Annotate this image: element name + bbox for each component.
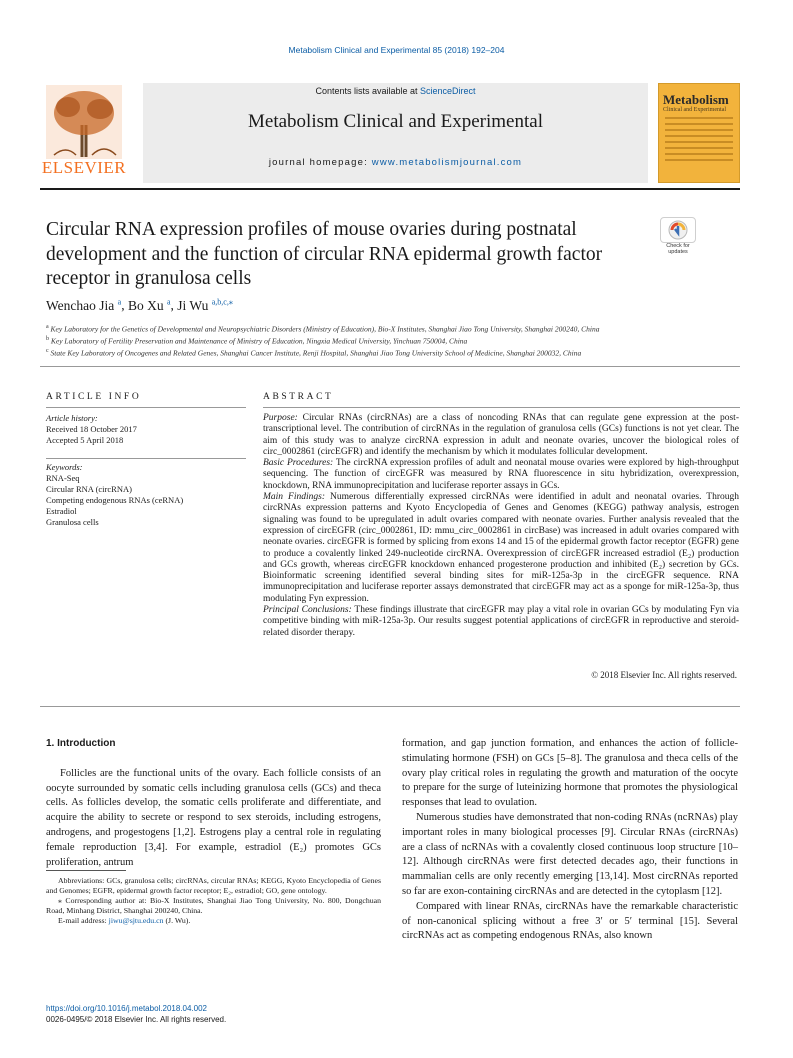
info-rule — [46, 458, 246, 459]
info-rule — [46, 407, 246, 408]
footnotes — [46, 876, 381, 926]
abstract-conclusions: Principal Conclusions: These findings illustrate that circEGFR may play a vital role in ovarian GCs by modulating Fyn via competitive binding with miR-125a-3p. Our results suggest potential applications of circEGFR in reproductive and steroid-related disorder therapy. — [263, 605, 739, 638]
cover-title: Metabolism — [663, 92, 729, 107]
abstract-body — [263, 413, 739, 639]
check-updates-label: Check for updates — [666, 243, 690, 255]
abstract-purpose: Purpose: Circular RNAs (circRNAs) are a class of noncoding RNAs that can regulate gene expression at the post-transcriptional level. The contribution of circRNAs in the regulation of granulosa cells (GCs) functions is not yet clear. The aim of this study was to analyze circRNA expression in adult and neonate ovaries, uncover the biological roles of circ_0002861 (circEGFR) and identify the mechanism by which it modulates follicular development. — [263, 413, 739, 457]
article-info-heading: ARTICLE INFO — [46, 392, 142, 402]
corresponding-footnote: ⁎ Corresponding author at: Bio-X Institutes, Shanghai Jiao Tong University, No. 800, Dongchuan Road, Minhang District, Shanghai 200240, China. — [46, 896, 381, 915]
keyword: Competing endogenous RNAs (ceRNA) — [46, 495, 184, 505]
cover-lines — [665, 117, 733, 165]
journal-citation[interactable]: Metabolism Clinical and Experimental 85 (2018) 192–204 — [288, 45, 505, 55]
email-link[interactable]: jiwu@sjtu.edu.cn — [108, 916, 164, 925]
contents-line — [143, 86, 648, 96]
body-rule — [40, 706, 740, 707]
received-date: Received 18 October 2017 — [46, 424, 137, 434]
elsevier-tree-icon — [46, 85, 122, 159]
cover-subtitle: Clinical and Experimental — [663, 107, 726, 113]
keyword: Circular RNA (circRNA) — [46, 484, 132, 494]
header-rule — [40, 188, 740, 190]
homepage-link[interactable]: www.metabolismjournal.com — [371, 157, 523, 168]
masthead-box — [143, 83, 648, 183]
paragraph: Follicles are the functional units of the ovary. Each follicle consists of an oocyte surrounded by somatic cells including granulosa cells (GCs) and theca cells. As follicles develop, the somatic cells proliferate and differentiate, and acquire the ability to secrete or respond to sex steroids, including estrogens, androgens, and progestogens [1,2]. Estrogens play a central role in regulating female reproduction [3,4]. For example, estradiol (E₂) promotes GCs proliferation, antrum — [46, 767, 381, 868]
article-history — [46, 413, 246, 446]
keywords-label: Keywords: — [46, 462, 83, 472]
abstract-rule — [263, 407, 740, 408]
keyword: Granulosa cells — [46, 517, 99, 527]
check-for-updates-button[interactable] — [658, 217, 698, 257]
left-column — [46, 737, 381, 870]
homepage-line — [143, 157, 648, 168]
affiliation: $^a$ Key Laboratory for the Genetics of Developmental and Neuropsychiatric Disorders (Ministry of Education), Bio-X Institutes, Shanghai Jiao Tong University, Shanghai 200240, China — [46, 324, 600, 334]
masthead — [40, 83, 740, 183]
contents-prefix: Contents lists available at — [315, 86, 421, 96]
abbreviations-footnote: Abbreviations: GCs, granulosa cells; circRNAs, circular RNAs; KEGG, Kyoto Encyclopedia of Genes and Genomes; EGFR, epidermal growth factor receptor; E₂, estradiol; GO, gene ontology. — [46, 876, 381, 895]
crossmark-icon — [660, 217, 696, 243]
paragraph: formation, and gap junction formation, and enhances the action of follicle-stimulating hormone (FSH) on GCs [5–8]. The granulosa and theca cells of the ovary play critical roles in regulating the growth and maturation of the oocyte to prepare for the surge of luteinizing hormone that promotes the physiological responses that lead to ovulation. — [402, 738, 738, 809]
keyword: RNA-Seq — [46, 473, 80, 483]
keyword: Estradiol — [46, 506, 77, 516]
elsevier-logo[interactable] — [40, 83, 128, 181]
journal-cover[interactable] — [658, 83, 740, 183]
right-column — [402, 737, 738, 944]
author[interactable]: Wenchao Jia $^a$ — [46, 297, 122, 313]
author[interactable]: Ji Wu $^{a,b,c,⁎}$ — [177, 297, 233, 313]
footnote-rule — [46, 870, 126, 871]
doi-link[interactable]: https://doi.org/10.1016/j.metabol.2018.04.002 — [46, 1004, 208, 1013]
section-rule — [40, 366, 740, 367]
sciencedirect-link[interactable]: ScienceDirect — [420, 86, 476, 96]
affiliation: $^b$ Key Laboratory of Fertility Preservation and Maintenance of Ministry of Education, Ningxia Medical University, Yinchuan 750004, China — [46, 336, 468, 346]
issn-line: 0026-0495/© 2018 Elsevier Inc. All rights reserved. — [46, 1015, 227, 1024]
affiliation: $^c$ State Key Laboratory of Oncogenes and Related Genes, Shanghai Cancer Institute, Renji Hospital, Shanghai Jiao Tong University School of Medicine, Shanghai 200032, China — [46, 348, 582, 358]
author-list: Wenchao Jia $^a$, Bo Xu $^a$, Ji Wu $^{a,b,c,⁎}$ — [46, 297, 233, 313]
elsevier-wordmark: ELSEVIER — [41, 158, 127, 177]
abstract-procedures: Basic Procedures: The circRNA expression profiles of adult and neonatal mouse ovaries were explored by high-throughput sequencing. The function of circEGFR was measured by RNA fluorescence in situ hybridization, overexpression, knockdown, RNA immunoprecipitation and luciferase reporter assays in GCs. — [263, 458, 739, 491]
abstract-copyright: © 2018 Elsevier Inc. All rights reserved. — [591, 670, 737, 680]
homepage-prefix: journal homepage: — [268, 157, 372, 168]
journal-name: Metabolism Clinical and Experimental — [248, 111, 543, 132]
email-footnote: E-mail address: jiwu@sjtu.edu.cn (J. Wu). — [58, 916, 191, 925]
abstract-heading: ABSTRACT — [263, 392, 334, 402]
section-heading: 1. Introduction — [46, 738, 116, 749]
keywords — [46, 462, 246, 528]
author[interactable]: Bo Xu $^a$ — [127, 297, 171, 313]
article-title: Circular RNA expression profiles of mouse ovaries during postnatal development and the function of circular RNA epidermal growth factor receptor in granulosa cells — [46, 219, 603, 289]
history-label: Article history: — [46, 413, 98, 423]
paragraph: Numerous studies have demonstrated that non-coding RNAs (ncRNAs) play important roles in many biological processes [9]. Circular RNAs (circRNAs) are a class of ncRNAs with a covalently closed continuous loop structure [10–12]. Although circRNAs were first detected decades ago, their functions in mammalian cells are only recently emerging [13,14]. Most circRNAs reported so far are exon-containing circRNAs and are detected in the cytoplasm [12]. — [402, 811, 738, 897]
abstract-findings: Main Findings: Numerous differentially expressed circRNAs were identified in adult and neonatal ovaries. Through circRNAs expression patterns and Kyoto Encyclopedia of Genes and Genomes (KEGG) pathway analysis, estrogen signaling was found to be upregulated in adult ovaries compared with neonate ovaries. Further analysis revealed that the expression of circEGFR (circ_0002861, ID: mmu_circ_0002861 in circBase) was increased in adult ovaries compared with neonate ovaries. circEGFR is formed by splicing from exons 14 and 15 of the epidermal growth factor receptor (EGFR) gene to produce a covalently linked 249-nucleotide circRNA. Overexpression of circEGFR increased estradiol (E₂) production and GCs growth, whereas circEGFR knockdown enhanced progesterone production and inhibited (E₂) secretion by GCs. Bioinformatic screening identified several binding sites for miR-125a-3p in the circEGFR sequence. RNA immunoprecipitation and luciferase reporter assays demonstrated that circEGFR may act as a sponge for miR-125a-3p, thus modulating Fyn expression. — [263, 492, 740, 604]
paragraph: Compared with linear RNAs, circRNAs have the remarkable characteristic of non-canonical splicing without a free 3′ or 5′ terminal [15]. Several circRNAs act as competing endogenous RNAs, also known — [402, 900, 738, 942]
accepted-date: Accepted 5 April 2018 — [46, 435, 124, 445]
